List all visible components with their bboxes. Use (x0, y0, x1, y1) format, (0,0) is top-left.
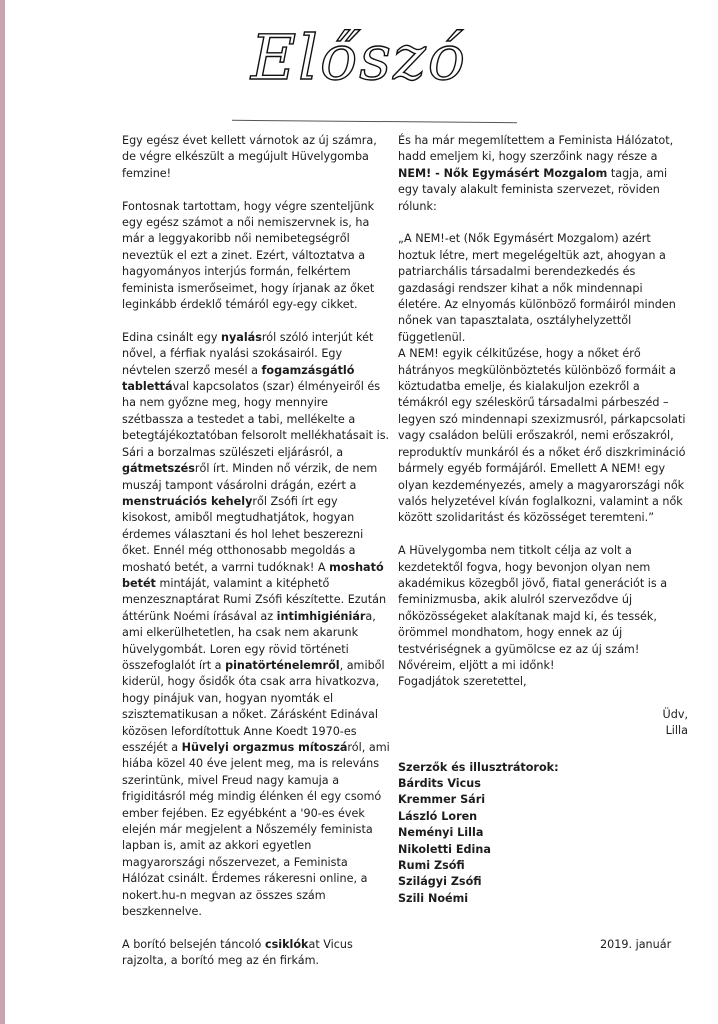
keyword: csiklók (264, 937, 309, 951)
credit-item: Kremmer Sári (398, 793, 486, 807)
keyword: intimhigiéniár (276, 609, 366, 623)
contents-paragraph (122, 330, 390, 921)
credit-item: Nikoletti Edina (398, 842, 491, 856)
credit-item: Szili Noémi (398, 891, 469, 905)
text: a, ami elkerülhetetlen, ha csak nem akarunk hüvelygombát. Loren egy rövid történeti összefoglalót írt a (122, 609, 376, 672)
intro-paragraph: Egy egész évet kellett várnotok az új számra, de végre elkészült a megújult Hüvelygomba femzine! (122, 134, 377, 180)
title-divider (232, 120, 517, 123)
keyword: Hüvelyi orgazmus mítoszá (181, 741, 348, 754)
keyword: mosható betét (122, 560, 384, 590)
greeting: Üdv, (662, 707, 688, 721)
closing-line: Fogadjátok szeretettel, (398, 675, 527, 689)
credits-list (398, 760, 688, 908)
purpose-paragraph: Fontosnak tartottam, hogy végre szenteljünk egy egész számot a női nemiszervnek is, ha már a leggyakoribb női nemibetegségről neveztük el ezt a zinet. Ezért, változtatva a hagyományos interjús formán, felkértem feminista ismerőseimet, hogy írjanak az őket leginkább érdeklő témáról egy-egy cikket. (122, 199, 375, 312)
page-title: Előszó (250, 21, 468, 94)
credit-item: Neményi Lilla (398, 826, 484, 840)
keyword: pinatörténelemről (225, 658, 340, 672)
goal-paragraph: A Hüvelygomba nem titkolt célja az volt a kezdetektől fogva, hogy bevonjon olyan nem akadémikus közegből jövő, fiatal generációt is a feminizmusba, akik alulról szerveződve új nőközösségeket alakítanak majd ki, és tessék, örömmel mondhatom, hogy ennek az új testvériségnek a gyümölcse ez az új szám! Nővéreim, eljött a mi időnk! (398, 544, 668, 672)
keyword: menstruációs kehely (122, 494, 253, 508)
keyword: fogamzásgátló tablettá (122, 363, 355, 394)
text: at Vicus rajzolta, a borító meg az én firkám. (122, 937, 353, 968)
text: mintáját, valamint a kitéphető menzesznaptárat Rumi Zsófi készítette. Ezután áttérünk Noémi írásával az (122, 576, 387, 623)
signature-block (398, 707, 688, 740)
quote-paragraph-1: „A NEM!-et (Nők Egymásért Mozgalom) azért hoztuk létre, mert megelégeltük azt, ahogyan a patriarchális társadalmi berendezkedés és gazdasági rendszer kihat a nők mindennapi életére. Az elnyomás különböző formáiról minden nőnek van tapasztalata, osztályhelyzettől függetlenül. (398, 232, 676, 344)
right-column (398, 133, 688, 907)
text: Edina csinált egy (122, 330, 222, 344)
left-column (122, 133, 390, 986)
quote-paragraph-2: A NEM! egyik célkitűzése, hogy a nőket érő hátrányos megkülönböztetés különböző formáit a köztudatba emelje, és kialakuljon ezekről a témákról egy széleskörű társadalmi párbeszéd – legyen szó mindennapi szexizmusról, párkapcsolati vagy családon belüli erőszakról, nemi erőszakról, reproduktív munkáról és a nőket érő diszkrimináció bármely egyéb formájáról. Emellett A NEM! egy olyan kezdeményezés, amely a magyarországi nők valós helyzetével kíván foglalkozni, valamint a nők között szolidaritást és közösséget teremteni.” (398, 347, 686, 525)
organization-name: NEM! - Nők Egymásért Mozgalom (398, 166, 608, 180)
text: ról, ami hiába közel 40 éve jelent meg, ma is releváns szerintünk, mivel Freud nagy kamuja a frigiditásról még mindig élénken él egy csomó ember fejében. Ez egyébként a '90-es évek elején már megjelent a Nőszemély feminista lapban is, amit az akkori egyetlen magyarországi nőszervezet, a Feminista Hálózat csinált. Érdemes rákeresni online, a nokert.hu-n megvan az összes szám beszkennelve. (122, 741, 390, 919)
organization-paragraph (398, 133, 688, 215)
credit-item: Rumi Zsófi (398, 859, 465, 873)
text: ról szóló interjút két nővel, a férfiak nyalási szokásairól. Egy névtelen szerző mesél a (122, 330, 374, 377)
text: tagja, ami egy tavaly alakult feminista szervezet, röviden rólunk: (398, 166, 668, 213)
text: És ha már megemlítettem a Feminista Hálózatot, hadd emeljem ki, hogy szerzőink nagy része a (398, 134, 674, 164)
credit-item: László Loren (398, 809, 478, 823)
date-line: 2019. január (600, 938, 672, 951)
keyword: nyalás (221, 330, 262, 344)
signature-name: Lilla (665, 724, 688, 738)
credit-item: Szilágyi Zsófi (398, 875, 482, 889)
text: val kapcsolatos (szar) élményeiről és ha nem győzne meg, hogy mennyire szétbassza a testedet a tabi, mellékelte a betegtájékoztatóban felsorolt mellékhatásait is. Sári a borzalmas szülészeti eljárásról, a (122, 380, 390, 459)
page-edge (0, 0, 5, 1024)
text: A borító belsején táncoló (122, 937, 265, 951)
text: , amiből kiderül, hogy ősidők óta csak arra hivatkozva, hogy pinájuk van, hogyan nyomták el szisztematikusan a nőket. Zárásként Edinával közösen lefordítottuk Anne Koedt 1970-es esszéjét a (122, 658, 385, 754)
credits-title: Szerzők és illusztrátorok: (398, 760, 559, 774)
text: ről írt. Minden nő vérzik, de nem muszáj tampont vásárolni drágán, ezért a (122, 462, 378, 492)
text: ről Zsófi írt egy kisokost, amiből megtudhatjátok, hogyan érdemes választani és hol lehet beszerezni őket. Ennél még otthonosabb megoldás a mosható betét, a varrni tudóknak! A (122, 494, 364, 574)
cover-paragraph (122, 937, 390, 970)
credit-item: Bárdits Vicus (398, 777, 481, 790)
keyword: gátmetszés (122, 462, 195, 476)
